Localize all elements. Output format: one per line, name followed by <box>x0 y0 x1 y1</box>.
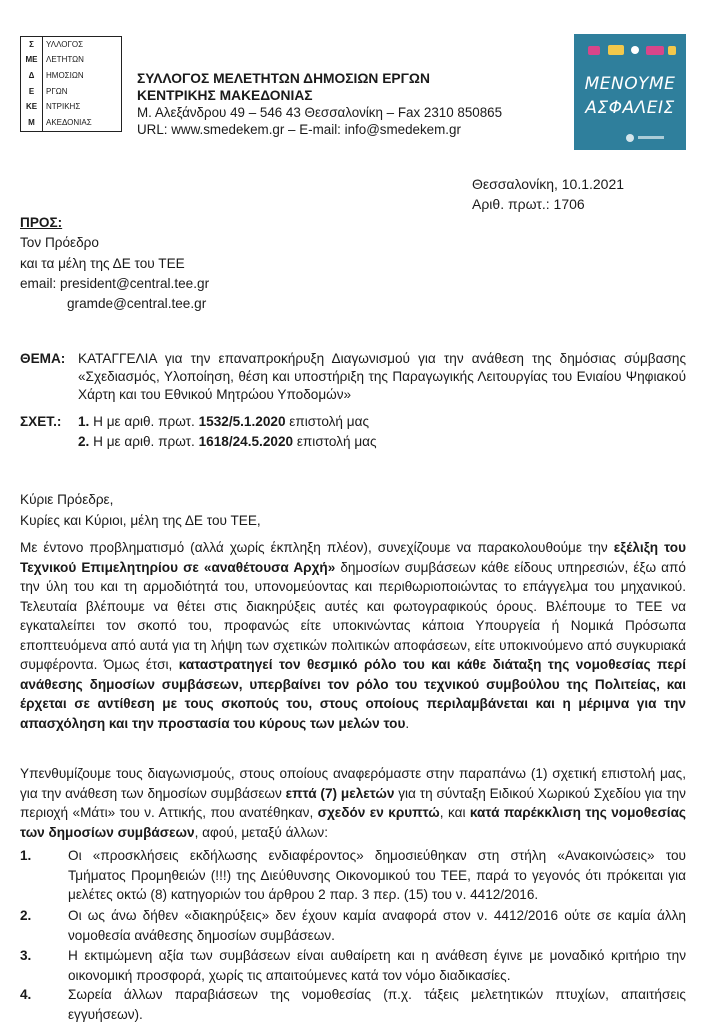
reference-id: 1532/5.1.2020 <box>198 414 286 429</box>
campaign-line2: ΑΣΦΑΛΕΙΣ <box>585 98 675 118</box>
para1-emphasis-d: καταστρατηγεί τον θεσμικό ρόλο του και κάθε διάταξη της νομοθεσίας περί ανάθεσης δημοσίων συμβάσεων, υπερβαίνει τον ρόλο του τεχνικού συμβούλου της Πολιτείας, και έρχεται σε αντίθεση με τους σκοπούς του, στους οποίους περιλαμβάνεται και η μέριμνα για την απασχόληση και την προστασία του κύρους των μελών του <box>20 657 686 731</box>
campaign-line1: ΜΕΝΟΥΜΕ <box>584 74 676 94</box>
reference-item <box>78 414 369 429</box>
date-line: Θεσσαλονίκη, 10.1.2021 <box>472 176 625 192</box>
logo-letter: ΜΕ <box>21 53 43 69</box>
recipient-heading: ΠΡΟΣ: <box>20 215 63 230</box>
reference-item <box>78 434 377 449</box>
logo-word: ΡΓΩΝ <box>46 86 68 96</box>
para1-emphasis-b: εξέλιξη του Τεχνικού Επιμελητηρίου σε «αναθέτουσα Αρχή» <box>20 540 686 575</box>
para1-text-e: . <box>405 715 410 731</box>
subject-block <box>20 350 686 406</box>
body-paragraph-1 <box>20 538 686 733</box>
logo-word: ΛΕΤΗΤΩΝ <box>46 55 84 65</box>
salutation-line2: Κυρίες και Κύριοι, μέλη της ΔΕ του ΤΕΕ, <box>20 513 261 528</box>
list-item-text: Οι «προσκλήσεις εκδήλωσης ενδιαφέροντος» δημοσιεύθηκαν στη στήλη «Ανακοινώσεις» του Τμήματος Προμηθειών (!!!) της Διεύθυνσης Οικονομικού του ΤΕΕ, παρά το γεγονός ότι πρόκειται για μελέτες οκτώ (8) κατηγοριών του άρθρου 2 παρ. 3 περ. (15) του ν. 4412/2016. <box>68 848 686 902</box>
list-item-text: Η εκτιμώμενη αξία των συμβάσεων είναι αυθαίρετη και η ανάθεση έγινε με μοναδικό κριτήριο την οικονομική προσφορά, χωρίς τις απαιτούμενες κατά τον νόμο διαδικασίες. <box>68 948 686 983</box>
subject-label: ΘΕΜΑ: <box>20 351 66 366</box>
reference-number: 1. <box>78 414 90 429</box>
logo-letter: ΚΕ <box>21 100 43 116</box>
logo-word: ΥΛΛΟΓΟΣ <box>46 39 84 49</box>
org-contact: URL: www.smedekem.gr – E-mail: info@smedekem.gr <box>137 122 461 137</box>
org-name-line1: ΣΥΛΛΟΓΟΣ ΜΕΛΕΤΗΤΩΝ ΔΗΜΟΣΙΩΝ ΕΡΓΩΝ <box>137 71 430 86</box>
body-paragraph-2 <box>20 764 686 842</box>
reference-id: 1618/24.5.2020 <box>198 434 294 449</box>
org-name-line2: ΚΕΝΤΡΙΚΗΣ ΜΑΚΕΔΟΝΙΑΣ <box>137 88 313 103</box>
recipient-line2: και τα μέλη της ΔΕ του ΤΕΕ <box>20 256 185 271</box>
campaign-image <box>574 34 686 150</box>
para2-emphasis-b: επτά (7) μελετών <box>285 785 395 801</box>
association-logo <box>20 36 122 132</box>
reference-post: επιστολή μας <box>293 434 377 449</box>
protocol-number: Αριθ. πρωτ.: 1706 <box>472 196 585 212</box>
para2-emphasis-f: κατά παρέκκλιση της νομοθεσίας των δημοσίων συμβάσεων <box>20 805 687 840</box>
reference-number: 2. <box>78 434 90 449</box>
subject-text: ΚΑΤΑΓΓΕΛΙΑ για την επαναπροκήρυξη Διαγωνισμού για την ανάθεση της δημόσιας σύμβασης «Σχεδιασμός, Υλοποίηση, θέση και υποστήριξη της Παραγωγικής Λειτουργίας του Ενιαίου Ψηφιακού Χάρτη και του Εθνικού Μητρώου Υποδομών» <box>78 351 686 402</box>
list-item-text: Σωρεία άλλων παραβιάσεων της νομοθεσίας (π.χ. τάξεις μελετητικών πτυχίων, απαιτήσεις εγγυήσεων). <box>68 987 686 1022</box>
para2-text-a: Υπενθυμίζουμε τους διαγωνισμούς, στους οποίους αναφερόμαστε στην παραπάνω (1) σχετική επιστολή μας, για την ανάθεση των δημοσίων συμβάσεων <box>20 766 686 801</box>
logo-word: ΝΤΡΙΚΗΣ <box>46 102 81 112</box>
recipient-line1: Τον Πρόεδρο <box>20 235 99 250</box>
list-item-text: Οι ως άνω δήθεν «διακηρύξεις» δεν έχουν καμία αναφορά στον ν. 4412/2016 ούτε σε καμία άλλη νομοθεσία ανάθεσης δημοσίων συμβάσεων. <box>68 908 686 943</box>
reference-label: ΣΧΕΤ.: <box>20 414 62 429</box>
logo-letter: Ε <box>21 84 43 100</box>
para1-text-c: δημοσίων συμβάσεων κάθε είδους υπηρεσιών, έξω από την ύλη του και τη αρμοδιότητά του, υπονομεύοντας και περιθωριοποιώντας το επάγγελμα του μηχανικού. Τελευταία βλέπουμε να θέτει στις διακηρύξεις αυτές και φωτογραφικούς όρους. Βλέπουμε το ΤΕΕ να εγκαταλείπει τον σκοπό του, προφανώς είτε υποκινώντας κάποια Υπουργεία ή Νομικά Πρόσωπα εποπτευόμενα από αυτά για τη λήψη των σχετικών πολιτικών αποφάσεων, είτε υποκινούμενο από συγκυριακά συμφέροντα. Όμως έτσι, <box>20 559 686 672</box>
para2-text-g: , αφού, μεταξύ άλλων: <box>194 824 328 840</box>
reference-pre: Η με αριθ. πρωτ. <box>93 414 199 429</box>
reference-post: επιστολή μας <box>285 414 369 429</box>
logo-word: ΑΚΕΔΟΝΙΑΣ <box>46 118 92 128</box>
list-item-number: 3. <box>20 948 32 963</box>
para2-emphasis-d: σχεδόν εν κρυπτώ <box>317 805 440 820</box>
recipient-email2: gramde@central.tee.gr <box>67 296 207 311</box>
recipient-email1: email: president@central.tee.gr <box>20 276 210 291</box>
logo-word: ΗΜΟΣΙΩΝ <box>46 71 84 81</box>
list-item-number: 4. <box>20 987 32 1002</box>
para2-text-e: , και <box>439 805 470 820</box>
salutation-line1: Κύριε Πρόεδρε, <box>20 492 114 507</box>
list-item-number: 1. <box>20 848 32 863</box>
logo-letter: Δ <box>21 68 43 84</box>
org-address: Μ. Αλεξάνδρου 49 – 546 43 Θεσσαλονίκη – Fax 2310 850865 <box>137 105 503 120</box>
para2-text-c: για τη σύνταξη Ειδικού Χωρικού Σχεδίου για την περιοχή «Μάτι» του ν. Αττικής, που ανατέθηκαν, <box>20 785 686 820</box>
para1-text-a: Με έντονο προβληματισμό (αλλά χωρίς έκπληξη πλέον), συνεχίζουμε να παρακολουθούμε την <box>20 540 614 555</box>
list-item-number: 2. <box>20 908 32 923</box>
logo-letter: Σ <box>21 37 43 53</box>
logo-letter: Μ <box>21 115 43 131</box>
reference-pre: Η με αριθ. πρωτ. <box>93 434 199 449</box>
organization-header <box>137 70 502 138</box>
